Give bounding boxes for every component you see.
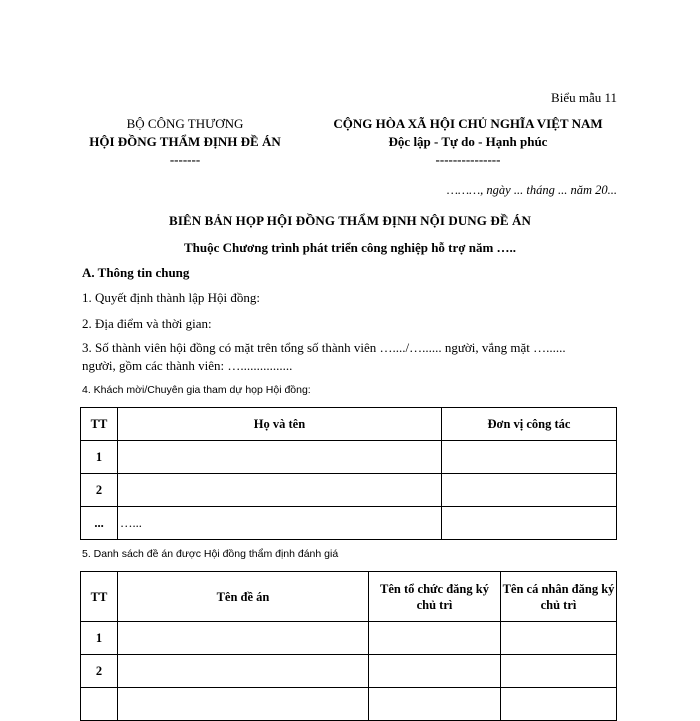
- form-number: Biểu mẫu 11: [551, 90, 617, 105]
- item-1: 1. Quyết định thành lập Hội đồng:: [82, 290, 261, 305]
- table-cell: [501, 688, 617, 721]
- table-cell: [118, 622, 369, 655]
- national-motto: Độc lập - Tự do - Hạnh phúc: [388, 134, 548, 149]
- column-header-project-name: Tên đề án: [118, 572, 369, 622]
- table-cell: [442, 441, 617, 474]
- table-cell: ...: [81, 507, 118, 540]
- table-header-row: [81, 572, 617, 622]
- column-header-tt: TT: [81, 408, 118, 441]
- header-left: [80, 115, 290, 169]
- date-line: ………, ngày ... tháng ... năm 20...: [446, 183, 617, 197]
- table-cell: [369, 622, 501, 655]
- item-2: 2. Địa điểm và thời gian:: [82, 316, 212, 331]
- table-cell: [118, 655, 369, 688]
- table-cell: [369, 688, 501, 721]
- ministry-name: BỘ CÔNG THƯƠNG: [126, 116, 244, 131]
- table-cell: [81, 688, 118, 721]
- section-a-heading: A. Thông tin chung: [82, 265, 190, 280]
- table-cell: [442, 474, 617, 507]
- column-header-tt: TT: [81, 572, 118, 622]
- table-cell: …...: [118, 507, 442, 540]
- table-row: [81, 655, 617, 688]
- table-header-row: [81, 408, 617, 441]
- header-left-divider: -------: [169, 152, 201, 167]
- table-cell: [501, 655, 617, 688]
- table-cell: [118, 474, 442, 507]
- document-subtitle: Thuộc Chương trình phát triển công nghiệp hỗ trợ năm …..: [183, 240, 517, 255]
- table-cell: [118, 688, 369, 721]
- column-header-unit: Đơn vị công tác: [442, 408, 617, 441]
- column-header-individual: Tên cá nhân đăng ký chủ trì: [501, 572, 617, 622]
- table-row: [81, 441, 617, 474]
- table-row: [81, 622, 617, 655]
- table-cell: [442, 507, 617, 540]
- table-row: [81, 688, 617, 721]
- country-name: CỘNG HÒA XÃ HỘI CHỦ NGHĨA VIỆT NAM: [333, 116, 603, 131]
- council-name: HỘI ĐỒNG THẨM ĐỊNH ĐỀ ÁN: [89, 134, 281, 149]
- table-cell: [501, 622, 617, 655]
- column-header-name: Họ và tên: [118, 408, 442, 441]
- table-cell: 1: [81, 441, 118, 474]
- header-right: [298, 115, 638, 169]
- table-cell: 2: [81, 474, 118, 507]
- item-3-line-1: 3. Số thành viên hội đồng có mặt trên tổng số thành viên …..../…...... người, vắng mặt …......: [82, 340, 566, 355]
- table-cell: [369, 655, 501, 688]
- table-cell: [118, 441, 442, 474]
- item-3-line-2: người, gồm các thành viên: …................: [82, 358, 293, 373]
- table-cell: 2: [81, 655, 118, 688]
- column-header-organization: Tên tổ chức đăng ký chủ trì: [369, 572, 501, 622]
- guests-table: [80, 407, 617, 540]
- item-5: 5. Danh sách đề án được Hội đồng thẩm định đánh giá: [82, 548, 339, 560]
- item-4: 4. Khách mời/Chuyên gia tham dự họp Hội đồng:: [82, 384, 311, 396]
- table-row: [81, 507, 617, 540]
- projects-table: [80, 571, 617, 721]
- table-cell: 1: [81, 622, 118, 655]
- header-right-divider: ---------------: [435, 152, 501, 167]
- document-title: BIÊN BẢN HỌP HỘI ĐỒNG THẨM ĐỊNH NỘI DUNG ĐỀ ÁN: [169, 213, 531, 228]
- table-row: [81, 474, 617, 507]
